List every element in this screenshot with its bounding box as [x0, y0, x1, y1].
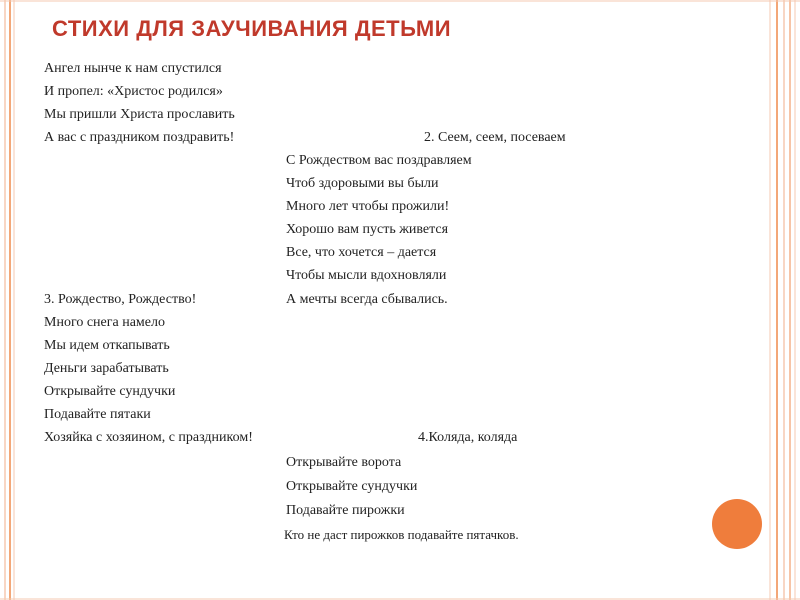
poem3-line: Открывайте сундучки	[44, 384, 176, 399]
poem3-line: Много снега намело	[44, 315, 165, 330]
poem2-line: Чтоб здоровыми вы были	[286, 176, 439, 191]
poem3-line: Деньги зарабатывать	[44, 361, 169, 376]
slide-title: СТИХИ ДЛЯ ЗАУЧИВАНИЯ ДЕТЬМИ	[52, 16, 452, 41]
poem2-line: С Рождеством вас поздравляем	[286, 153, 472, 168]
poem4-heading: 4.Коляда, коляда	[418, 430, 518, 445]
poem1-line: Ангел нынче к нам спустился	[44, 61, 222, 76]
poem2-heading: 2. Сеем, сеем, посеваем	[424, 130, 566, 145]
poem2-line: А мечты всегда сбывались.	[286, 292, 448, 307]
poem3-line: Подавайте пятаки	[44, 407, 151, 422]
poem2-line: Чтобы мысли вдохновляли	[286, 268, 447, 283]
poem4-line: Кто не даст пирожков подавайте пятачков.	[284, 527, 519, 542]
poem4-line: Открывайте сундучки	[286, 479, 418, 494]
accent-circle	[712, 499, 762, 549]
poem2-line: Много лет чтобы прожили!	[286, 199, 450, 214]
poem1-line: И пропел: «Христос родился»	[44, 84, 223, 99]
poem1-line: А вас с праздником поздравить!	[44, 130, 235, 145]
poem4-line: Открывайте ворота	[286, 455, 402, 470]
poem1-line: Мы пришли Христа прославить	[44, 107, 235, 122]
poem3-line: Хозяйка с хозяином, с праздником!	[44, 430, 253, 445]
poem4-line: Подавайте пирожки	[286, 503, 405, 518]
poem2-line: Хорошо вам пусть живется	[286, 222, 449, 237]
poem2-line: Все, что хочется – дается	[286, 245, 437, 260]
poem3-heading: 3. Рождество, Рождество!	[44, 292, 197, 307]
poem3-line: Мы идем откапывать	[44, 338, 170, 353]
